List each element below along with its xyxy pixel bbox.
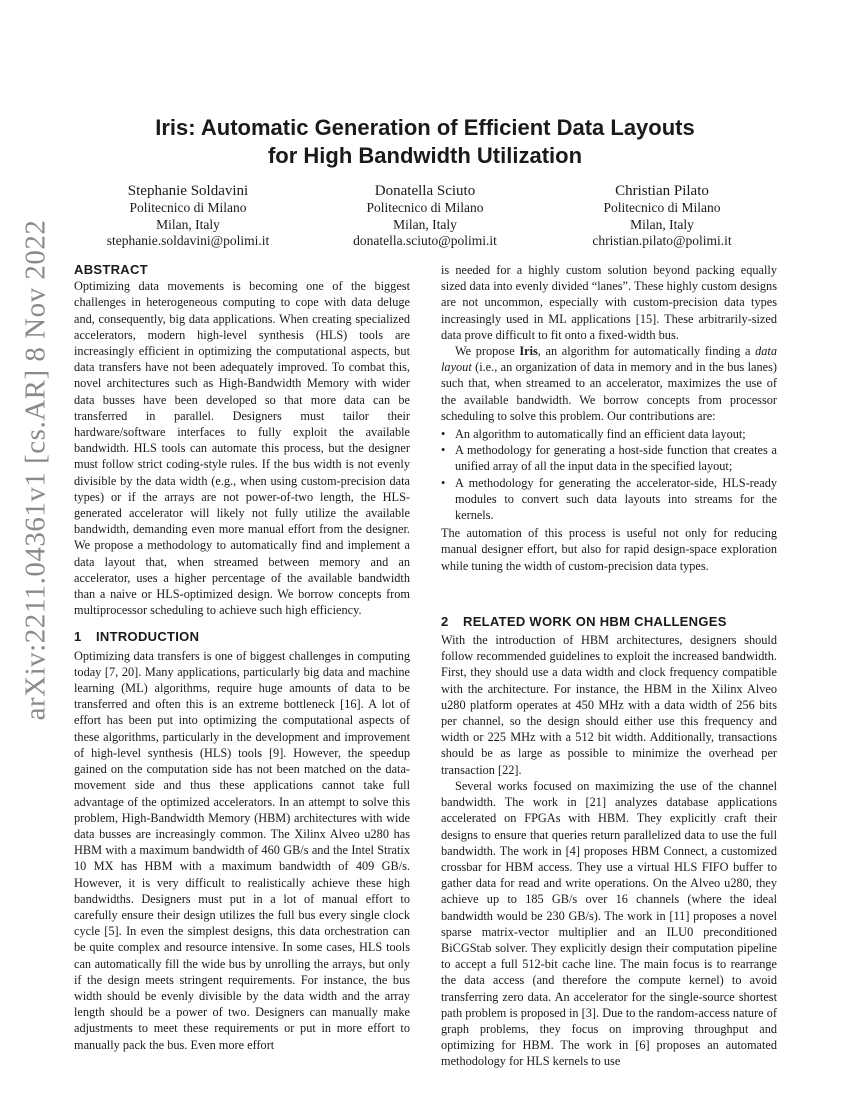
text-run: (i.e., an organization of data in memory and in the bus lanes) such that, when streamed to an accelerator, maximizes the use of the available bandwidth. We borrow concepts from processor scheduling to solve this problem. Our contributions are: (441, 360, 777, 423)
author-name: Stephanie Soldavini (127, 183, 249, 199)
author-email: stephanie.soldavini@polimi.it (106, 233, 270, 248)
introduction-paragraph-1: Optimizing data transfers is one of biggest challenges in computing today [7, 20]. Many applications, particularly big data and machine learning (ML) algorithms, require huge amounts of data to be transferred and often this is an extreme bottleneck [16]. A lot of effort has been put into optimizing the computational aspects of these algorithms, particularly in the development and improvement of high-level synthesis (HLS) tools [9]. However, the speedup gained on the computation side has not been matched on the data-movement side and thus these applications cannot take full advantage of the optimized accelerators. In an attempt to solve this problem, High-Bandwidth Memory (HBM) architectures with wide data busses are increasingly common. The Xilinx Alveo u280 has HBM with a maximum bandwidth of 460 GB/s and the Intel Stratix 10 MX has HBM with a maximum bandwidth of 409 GB/s. However, it is very difficult to realistically achieve these high bandwidths. Designers must put in a lot of manual effort to carefully ensure their design utilizes the full bus every single clock cycle [5]. In even the simplest designs, this data orchestration can be quite complex and resource intensive. In some cases, HLS tools can automatically fill the wide bus by unrolling the arrays, but only if the design meets stringent requirements. For instance, the bus width should be evenly divisible by the data width and the array length should be a power of two. Designers can manually make adjustments to meet these requirements or put in more effort to manually pack the bus. Even more effort (74, 648, 410, 1052)
list-item-text: A methodology for generating the accelerator-side, HLS-ready modules to convert such data layouts into streams for the kernels. (455, 475, 777, 523)
title-line-2: for High Bandwidth Utilization (267, 143, 583, 168)
introduction-paragraph-2 (441, 343, 777, 424)
title-line-1: Iris: Automatic Generation of Efficient Data Layouts (155, 115, 695, 140)
author-name: Donatella Sciuto (374, 183, 476, 199)
author-email: donatella.sciuto@polimi.it (353, 233, 497, 248)
section-title: INTRODUCTION (96, 629, 200, 645)
introduction-paragraph-1-continued: is needed for a highly custom solution beyond packing equally sized data into evenly divided “lanes”. These highly custom designs are not uncommon, especially with custom-precision data types increasingly used in ML applications [15]. These arbitrarily-sized data prove difficult to fit onto a fixed-width bus. (441, 263, 777, 342)
text-run: We propose (455, 344, 520, 359)
arxiv-identifier (14, 219, 58, 721)
list-item (441, 442, 777, 474)
author-affiliation: Politecnico di Milano (603, 200, 721, 215)
arxiv-identifier-text: arXiv:2211.04361v1 [cs.AR] 8 Nov 2022 (19, 219, 52, 721)
author-name: Christian Pilato (615, 183, 709, 199)
abstract-heading: ABSTRACT (74, 262, 148, 277)
author-email: christian.pilato@polimi.it (592, 233, 732, 248)
list-item (441, 475, 777, 524)
introduction-paragraph-3: The automation of this process is useful not only for reducing manual designer effort, but also for rapid design-space exploration while tuning the width of custom-precision data types. (441, 526, 777, 573)
section-title: RELATED WORK ON HBM CHALLENGES (463, 613, 727, 629)
text-run: , an algorithm for automatically finding a (537, 344, 756, 359)
author-1 (70, 182, 306, 250)
author-affiliation: Politecnico di Milano (129, 200, 247, 215)
introduction-heading (74, 629, 410, 645)
paper-title (90, 114, 760, 170)
contributions-list (441, 426, 777, 523)
author-affiliation: Politecnico di Milano (366, 200, 484, 215)
author-3 (544, 182, 780, 250)
bullet-icon: • (441, 443, 446, 458)
data-layout-term: data layout (441, 344, 777, 375)
author-block (70, 182, 780, 252)
abstract-text: Optimizing data movements is becoming one of the biggest challenges in heterogeneous computing to cope with data deluge and, consequently, big data applications. When creating specialized accelerators, modern high-level synthesis (HLS) tools are increasingly efficient in optimizing the computational aspects, but data transfers have not been adequately improved. To combat this, novel architectures such as High-Bandwidth Memory with wider data busses have been developed so that more data can be transferred in parallel. Designers must tailor their hardware/software interfaces to fully exploit the available bandwidth. HLS tools can automate this process, but the designer must follow strict coding-style rules. If the bus width is not evenly divisible by the data width (e.g., when using custom-precision data types) or if the arrays are not power-of-two length, the HLS-generated accelerator will likely not fully utilize the available bandwidth, demanding even more manual effort from the designer. We propose a methodology to automatically find and implement a data layout that, when streamed between memory and an accelerator, uses a higher percentage of the available bandwidth than a naive or HLS-optimized design. We borrow concepts from multiprocessor scheduling to achieve such high efficiency. (74, 279, 410, 618)
right-column (441, 262, 777, 1070)
related-work-paragraph-2: Several works focused on maximizing the use of the channel bandwidth. The work in [21] analyzes database applications accelerated on FPGAs with HBM. They explicitly craft their designs to ensure that queries return parallelized data to use the full bandwidth. The work in [4] proposes HBM Connect, a customized crossbar for HBM access. They use a virtual HLS FIFO buffer to gather data for read and write operations. On the Alveo u280, they achieve up to 185 GB/s over 16 channels (where the ideal bandwidth would be 230 GB/s). The work in [11] proposes a novel sparse matrix-vector multiplier and an ILU0 preconditioned BiCGStab solver. They explicitly design their computation pipeline to accept a full 512-bit cache line. The main focus is to rearrange the data access (and therefore the compute kernel) to avoid transferring zero data. An accelerator for the single-source shortest path problem is proposed in [3]. Due to the random-access nature of graph problems, they focus on improving throughput and optimizing for HBM. The work in [6] proposes an automated methodology for HLS kernels to use (441, 778, 777, 1069)
author-2 (307, 182, 543, 250)
section-number: 2 (441, 613, 449, 629)
list-item (441, 426, 777, 442)
section-number: 1 (74, 629, 82, 645)
author-location: Milan, Italy (156, 216, 220, 232)
left-column (74, 262, 410, 1053)
list-item-text: An algorithm to automatically find an efficient data layout; (455, 427, 746, 442)
related-work-paragraph-1: With the introduction of HBM architectures, designers should follow recommended guidelines to exploit the increased bandwidth. First, they should use a data width and clock frequency compatible with the architecture. For instance, the HBM in the Xilinx Alveo u280 platform operates at 450 MHz with a data width of 256 bits per channel, so the design should either use this frequency and width or 225 MHz with a 512 bit width. Additionally, transactions should be as large as possible to minimize the overhead per transaction [22]. (441, 633, 777, 777)
related-work-heading (441, 614, 777, 630)
author-location: Milan, Italy (393, 216, 457, 232)
bullet-icon: • (441, 475, 446, 490)
iris-name: Iris (519, 344, 538, 359)
bullet-icon: • (441, 427, 446, 442)
author-location: Milan, Italy (630, 216, 694, 232)
list-item-text: A methodology for generating a host-side function that creates a unified array of all the input data in the specified layout; (455, 443, 777, 474)
